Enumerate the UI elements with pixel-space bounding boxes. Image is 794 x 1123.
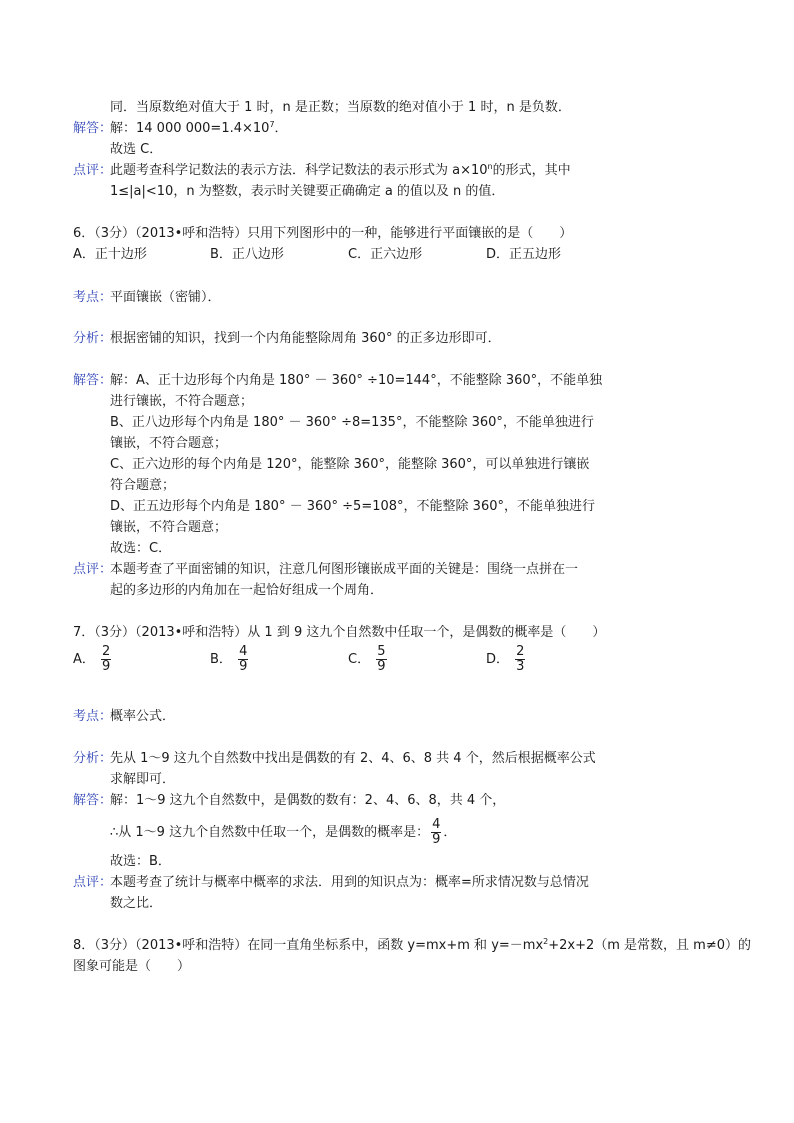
q6-answer-line: 镶嵌，不符合题意； (110, 520, 228, 535)
q6-answer-line: 符合题意； (110, 478, 176, 493)
q7-fenxi-line: 求解即可． (110, 772, 176, 787)
q7-option-letter: C． (348, 652, 371, 667)
q7-fenxi-line: 先从 1～9 这九个自然数中找出是偶数的有 2、4、6、8 共 4 个，然后根据概率公式 (110, 751, 596, 766)
q8-stem-post: +2x+2（m 是常数，且 m≠0）的 (548, 938, 752, 953)
q7-comment-line: 本题考查了统计与概率中概率的求法．用到的知识点为：概率=所求情况数与总情况 (110, 875, 589, 890)
q6-answer-line: B、正八边形每个内角是 180° － 360° ÷8=135°，不能整除 360°，不能单独进行 (110, 415, 594, 430)
fraction-numerator: 2 (102, 644, 111, 659)
q6-comment-line: 本题考查了平面密铺的知识，注意几何图形镶嵌成平面的关键是：围绕一点拼在一 (110, 562, 579, 577)
q8-stem-line2: 图象可能是（ ） (73, 959, 191, 974)
q7-answer-line2 (110, 818, 456, 847)
q6-answer-line: 镶嵌，不符合题意； (110, 436, 228, 451)
fraction (376, 645, 386, 674)
q7-option-a (73, 645, 113, 674)
fraction-denominator: 9 (432, 832, 441, 847)
q7-comment-label: 点评： (73, 875, 113, 890)
fraction-denominator: 9 (377, 659, 386, 674)
q7-option-letter: B． (210, 652, 232, 667)
q7-option-c (348, 645, 389, 674)
q7-fenxi-label: 分析： (73, 751, 113, 766)
q6-option-d: D．正五边形 (486, 247, 562, 262)
q5-answer-label: 解答： (73, 121, 113, 136)
q6-kaodian: 平面镶嵌（密铺）． (110, 290, 221, 305)
fraction-denominator: 9 (102, 659, 111, 674)
q8-stem-exponent: 2 (543, 937, 549, 946)
q5-answer-post: ． (274, 121, 288, 136)
fraction-numerator: 4 (432, 817, 441, 832)
q7-answer-label: 解答： (73, 793, 113, 808)
fraction (238, 645, 248, 674)
q5-answer-pre: 解：14 000 000=1.4×10 (110, 121, 270, 136)
fraction-numerator: 4 (239, 644, 248, 659)
fraction-numerator: 2 (516, 644, 525, 659)
q6-stem: 6．（3分）（2013•呼和浩特）只用下列图形中的一种，能够进行平面镶嵌的是（ ） (73, 226, 573, 241)
fraction (515, 645, 525, 674)
q7-option-letter: D． (486, 652, 510, 667)
fraction-numerator: 5 (377, 644, 386, 659)
q7-answer-choice: 故选：B． (110, 854, 171, 869)
q5-comment-line1 (110, 162, 571, 180)
fraction-denominator: 3 (516, 659, 525, 674)
q6-option-b: B．正八边形 (210, 247, 284, 262)
q6-kaodian-label: 考点： (73, 290, 113, 305)
q6-option-a: A．正十边形 (73, 247, 147, 262)
q7-comment-line: 数之比． (110, 896, 163, 911)
q6-option-c: C．正六边形 (348, 247, 423, 262)
q6-answer-line: D、正五边形每个内角是 180° － 360° ÷5=108°，不能整除 360°，不能单独进行 (110, 499, 595, 514)
q5-answer-exponent: 7 (269, 120, 275, 129)
q7-answer-line2-post: ． (443, 825, 457, 840)
q5-comment-post: 的形式，其中 (492, 163, 571, 178)
q6-fenxi-label: 分析： (73, 331, 113, 346)
fraction (431, 818, 441, 847)
q5-answer-choice: 故选 C． (110, 142, 163, 157)
q5-analysis-line: 同．当原数绝对值大于 1 时，n 是正数；当原数的绝对值小于 1 时，n 是负数． (110, 100, 571, 115)
q5-comment-pre: 此题考查科学记数法的表示方法．科学记数法的表示形式为 a×10 (110, 163, 488, 178)
fraction-denominator: 9 (239, 659, 248, 674)
q6-answer-line: 解：A、正十边形每个内角是 180° － 360° ÷10=144°，不能整除 360°，不能单独 (110, 373, 603, 388)
q6-answer-line: 进行镶嵌，不符合题意； (110, 394, 254, 409)
q7-kaodian: 概率公式． (110, 709, 176, 724)
q6-answer-line: C、正六边形的每个内角是 120°，能整除 360°，能整除 360°，可以单独进行镶嵌 (110, 457, 590, 472)
q5-comment-label: 点评： (73, 163, 113, 178)
fraction (101, 645, 111, 674)
q8-stem-line1 (73, 937, 751, 955)
q6-answer-line: 故选：C． (110, 541, 172, 556)
q7-answer-line2-pre: ∴从 1～9 这九个自然数中任取一个，是偶数的概率是： (110, 825, 430, 840)
q5-answer-text (110, 120, 288, 138)
q7-answer-line1: 解：1～9 这九个自然数中，是偶数的数有：2、4、6、8，共 4 个， (110, 793, 506, 808)
q7-kaodian-label: 考点： (73, 709, 113, 724)
q6-fenxi: 根据密铺的知识，找到一个内角能整除周角 360° 的正多边形即可． (110, 331, 501, 346)
q5-comment-exponent: n (487, 162, 493, 171)
q7-option-d (486, 645, 527, 674)
q5-comment-line2: 1≤|a|<10，n 为整数，表示时关键要正确确定 a 的值以及 n 的值． (110, 184, 505, 199)
q6-comment-line: 起的多边形的内角加在一起恰好组成一个周角． (110, 583, 384, 598)
q8-stem-pre: 8．（3分）（2013•呼和浩特）在同一直角坐标系中，函数 y=mx+m 和 y=－mx (73, 938, 544, 953)
q6-comment-label: 点评： (73, 562, 113, 577)
q7-option-b (210, 645, 250, 674)
q7-option-letter: A． (73, 652, 95, 667)
q7-stem: 7．（3分）（2013•呼和浩特）从 1 到 9 这九个自然数中任取一个，是偶数的概率是（ ） (73, 625, 606, 640)
q6-answer-label: 解答： (73, 373, 113, 388)
